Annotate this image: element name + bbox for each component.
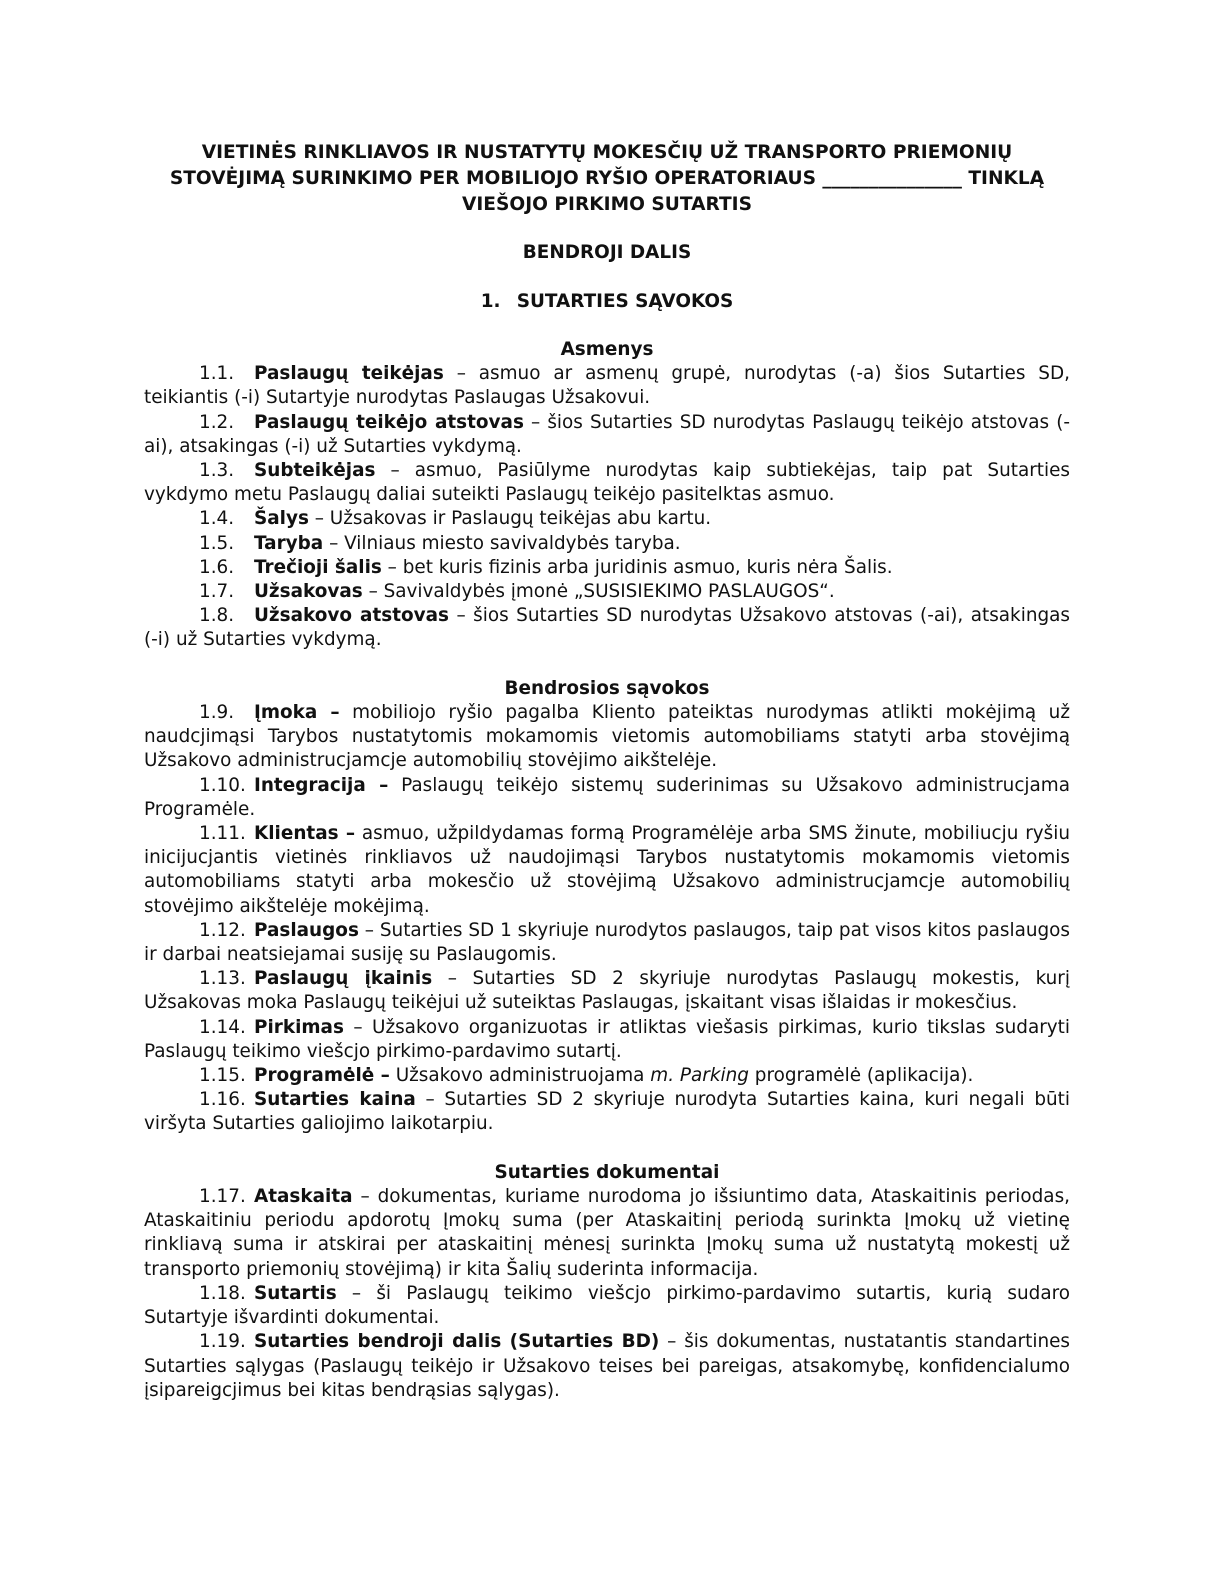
item-term: Ataskaita — [254, 1186, 353, 1208]
title-line: VIEŠOJO PIRKIMO SUTARTIS — [462, 194, 752, 215]
definition-item — [144, 604, 1070, 652]
item-text: mobiliojo ryšio pagalba Kliento pateiktas nurodymas atlikti mokėjimą už naudcjimąsi Tarybos nustatytomis mokamomis vietomis automobiliams statyti arba stovėjimą Užsakovo administrucjamcje automobilių stovėjimo aikštelėje. — [144, 702, 1070, 772]
item-text: – Sutarties SD 2 skyriuje nurodytas Paslaugų mokestis, kurį Užsakovas moka Paslaugų teikėjui už suteiktas Paslaugas, įskaitant visas išlaidas ir mokesčius. — [144, 968, 1070, 1014]
item-text: – šis dokumentas, nustatantis standartines Sutarties sąlygas (Paslaugų teikėjo ir Užsakovo teises bei pareigas, atsakomybę, konfidencialumo įsipareigcjimus bei kitas bendrąsias sąlygas). — [144, 1331, 1070, 1401]
item-text: asmuo, užpildydamas formą Programėlėje arba SMS žinute, mobiliucju ryšiu inicijucjantis vietinės rinkliavos už naudojimąsi Tarybos nustatytomis mokamomis vietomis automobiliams statyti arba mokesčio už stovėjimą Užsakovo administrucjamcje automobilių stovėjimo aikštelėje mokėjimą. — [144, 823, 1070, 917]
item-term: Užsakovas — [254, 581, 363, 603]
document-page — [144, 140, 1070, 1403]
definition-item — [144, 507, 1070, 531]
item-term: Įmoka – — [254, 702, 340, 724]
title-line: STOVĖJIMĄ SURINKIMO PER MOBILIOJO RYŠIO OPERATORIAUS _______________ TINKLĄ — [169, 168, 1045, 189]
item-text: – dokumentas, kuriame nurodoma jo išsiuntimo data, Ataskaitinis periodas, Ataskaitiniu periodu apdorotų Įmokų suma (per Ataskaitinį periodą surinkta Įmokų už vietinę rinkliavą suma ir atskirai per ataskaitinį mėnesį surinkta Įmokų suma už nustatytą mokestį už transporto priemonių stovėjimą) ir kita Šalių suderinta informacija. — [144, 1186, 1070, 1280]
item-text: – asmuo ar asmenų grupė, nurodytas (-a) šios Sutarties SD, teikiantis (-i) Sutartyje nurodytas Paslaugas Užsakovui. — [144, 363, 1070, 409]
item-term: Trečioji šalis — [254, 556, 382, 578]
item-text: – bet kuris fizinis arba juridinis asmuo, kuris nėra Šalis. — [381, 556, 893, 578]
definition-item — [144, 774, 1070, 822]
item-term: Užsakovo atstovas — [254, 605, 449, 627]
definition-item — [144, 580, 1070, 604]
item-text: – Sutarties SD 2 skyriuje nurodyta Sutarties kaina, kuri negali būti viršyta Sutarties galiojimo laikotarpiu. — [144, 1089, 1070, 1135]
item-text: – šios Sutarties SD nurodytas Paslaugų teikėjo atstovas (-ai), atsakingas (-i) už Sutarties vykdymą. — [144, 411, 1071, 457]
definition-item — [144, 1016, 1070, 1064]
definition-item — [144, 1064, 1070, 1088]
item-term: Sutarties bendroji dalis (Sutarties BD) — [254, 1331, 660, 1353]
item-term: Subteikėjas — [254, 460, 376, 482]
item-text: – Savivaldybės įmonė „SUSISIEKIMO PASLAUGOS“. — [362, 581, 835, 603]
item-term: Taryba — [254, 532, 324, 554]
item-text: – Užsakovas ir Paslaugų teikėjas abu kartu. — [308, 508, 712, 530]
item-text: programėlė (aplikacija). — [748, 1065, 974, 1087]
definition-item — [144, 701, 1070, 774]
item-text: Paslaugų teikėjo sistemų suderinimas su Užsakovo administrucjama Programėle. — [144, 774, 1070, 820]
item-term: Sutartis — [254, 1282, 337, 1304]
group-heading: Bendrosios sąvokos — [504, 677, 710, 699]
document-title — [144, 140, 1070, 218]
item-number: 1.12. — [199, 919, 246, 941]
item-number: 1.13. — [199, 968, 246, 990]
title-line: VIETINĖS RINKLIAVOS IR NUSTATYTŲ MOKESČIŲ UŽ TRANSPORTO PRIEMONIŲ — [201, 142, 1013, 163]
item-number: 1.9. — [199, 702, 235, 724]
item-term: Paslaugų įkainis — [254, 968, 433, 990]
item-number: 1.2. — [199, 411, 235, 433]
item-number: 1.19. — [199, 1331, 246, 1353]
item-term: Pirkimas — [254, 1016, 344, 1038]
item-term: Klientas – — [254, 823, 356, 845]
definition-item — [144, 362, 1070, 410]
item-number: 1.3. — [199, 460, 235, 482]
part-title: BENDROJI DALIS — [522, 242, 692, 263]
item-number: 1.15. — [199, 1065, 246, 1087]
definition-item — [144, 459, 1070, 507]
item-number: 1.18. — [199, 1282, 246, 1304]
definition-item — [144, 822, 1070, 919]
item-number: 1.7. — [199, 581, 235, 603]
item-term: Programėlė – — [254, 1065, 390, 1087]
section-title — [144, 289, 1070, 315]
item-number: 1.14. — [199, 1016, 246, 1038]
definition-item — [144, 1282, 1070, 1330]
item-number: 1.1. — [199, 363, 235, 385]
item-text: Užsakovo administruojama — [389, 1065, 651, 1087]
item-number: 1.4. — [199, 508, 235, 530]
definition-item — [144, 532, 1070, 556]
item-term: Paslaugų teikėjas — [254, 363, 444, 385]
section-title-text: SUTARTIES SĄVOKOS — [516, 291, 734, 312]
item-emphasis: m. Parking — [650, 1065, 749, 1087]
definition-item — [144, 1088, 1070, 1136]
group-heading: Asmenys — [560, 339, 654, 360]
item-term: Paslaugos — [254, 919, 359, 941]
item-term: Paslaugų teikėjo atstovas — [254, 411, 524, 433]
item-text: – Vilniaus miesto savivaldybės taryba. — [323, 532, 681, 554]
definition-item — [144, 1330, 1070, 1403]
definition-item — [144, 967, 1070, 1015]
definition-item — [144, 411, 1070, 459]
item-text: – Sutarties SD 1 skyriuje nurodytos paslaugos, taip pat visos kitos paslaugos ir darbai neatsiejamai susiję su Paslaugomis. — [144, 919, 1070, 966]
item-number: 1.17. — [199, 1186, 246, 1208]
definition-item — [144, 556, 1070, 580]
item-number: 1.11. — [199, 823, 246, 845]
definition-item — [144, 919, 1070, 967]
item-text: – šios Sutarties SD nurodytas Užsakovo atstovas (-ai), atsakingas (-i) už Sutarties vykdymą. — [144, 605, 1070, 651]
item-text: – Užsakovo organizuotas ir atliktas viešasis pirkimas, kurio tikslas sudaryti Paslaugų teikimo viešcjo pirkimo-pardavimo sutartį. — [144, 1016, 1070, 1062]
item-number: 1.6. — [199, 556, 235, 578]
item-number: 1.16. — [199, 1089, 246, 1111]
section-number: 1. — [480, 291, 501, 312]
item-number: 1.5. — [199, 532, 235, 554]
item-text: – asmuo, Pasiūlyme nurodytas kaip subtiekėjas, taip pat Sutarties vykdymo metu Paslaugų daliai suteikti Paslaugų teikėjo pasitelktas asmuo. — [144, 460, 1070, 506]
item-term: Sutarties kaina — [254, 1089, 416, 1111]
item-number: 1.8. — [199, 605, 235, 627]
item-term: Šalys — [254, 508, 309, 530]
group-heading: Sutarties dokumentai — [494, 1161, 720, 1183]
item-text: – ši Paslaugų teikimo viešcjo pirkimo-pardavimo sutartis, kurią sudaro Sutartyje išvardinti dokumentai. — [144, 1282, 1070, 1329]
definition-item — [144, 1185, 1070, 1282]
item-number: 1.10. — [199, 774, 246, 796]
item-term: Integracija – — [254, 774, 389, 796]
